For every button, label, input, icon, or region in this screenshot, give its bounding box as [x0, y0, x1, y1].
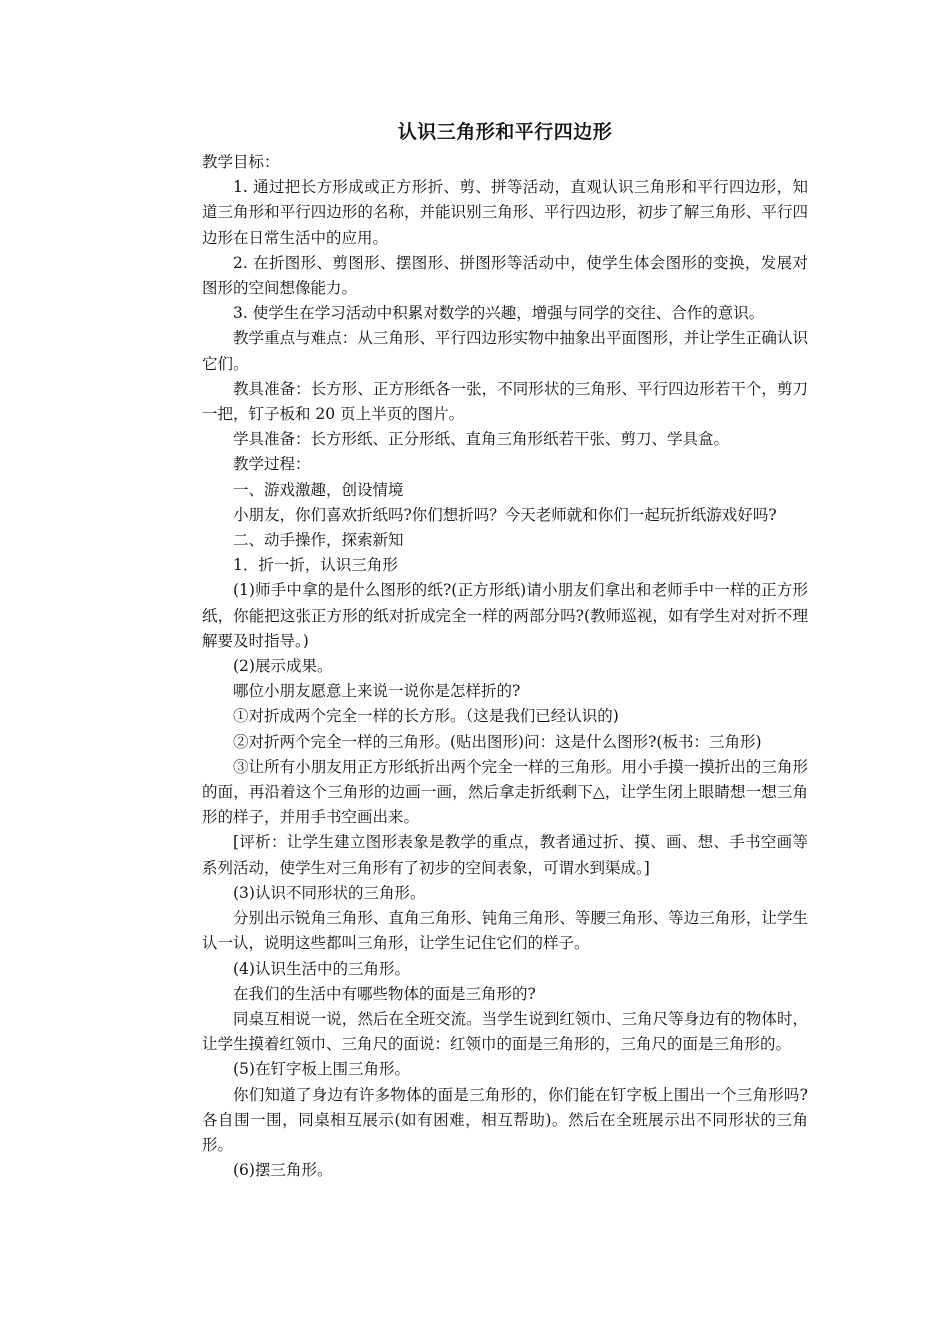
paragraph: 学具准备：长方形纸、正分形纸、直角三角形纸若干张、剪刀、学具盒。: [233, 430, 730, 449]
paragraph: 你们知道了身边有许多物体的面是三角形的，你们能在钉字板上围出一个三角形吗?各自围一围，同桌相互展示(如有困难，相互帮助)。然后在全班展示出不同形状的三角形。: [202, 1085, 808, 1154]
paragraph: 在我们的生活中有哪些物体的面是三角形的?: [233, 984, 536, 1003]
paragraph: 小朋友，你们喜欢折纸吗?你们想折吗？今天老师就和你们一起玩折纸游戏好吗?: [233, 505, 777, 524]
paragraph: 1．折一折，认识三角形: [233, 556, 398, 575]
paragraph: (2)展示成果。: [233, 657, 333, 676]
paragraph: 教学过程：: [233, 455, 311, 474]
paragraph: (1)师手中拿的是什么图形的纸?(正方形纸)请小朋友们拿出和老师手中一样的正方形纸，你能把这张正方形的纸对折成完全一样的两部分吗?(教师巡视，如有学生对对折不理解要及时指导。): [202, 581, 808, 650]
paragraph: 2. 在折图形、剪图形、摆图形、拼图形等活动中，使学生体会图形的变换，发展对图形的空间想像能力。: [202, 253, 808, 298]
document-title: 认识三角形和平行四边形: [397, 121, 613, 143]
document-page: [202, 120, 808, 1183]
paragraph: 教学重点与难点：从三角形、平行四边形实物中抽象出平面图形，并让学生正确认识它们。: [202, 329, 808, 373]
paragraph: 同桌互相说一说，然后在全班交流。当学生说到红领巾、三角尺等身边有的物体时，让学生摸着红领巾、三角尺的面说：红领巾的面是三角形的，三角尺的面是三角形的。: [202, 1009, 808, 1054]
paragraph: ①对折成两个完全一样的长方形。（这是我们已经认识的): [233, 707, 619, 726]
paragraph: ②对折两个完全一样的三角形。(贴出图形)问：这是什么图形?(板书：三角形): [233, 732, 762, 751]
paragraph: 一、游戏激趣，创设情境: [233, 480, 404, 499]
paragraph: 分别出示锐角三角形、直角三角形、钝角三角形、等腰三角形、等边三角形，让学生认一认，说明这些都叫三角形，让学生记住它们的样子。: [202, 909, 808, 953]
paragraph: (3)认识不同形状的三角形。: [233, 883, 426, 902]
paragraph: 哪位小朋友愿意上来说一说你是怎样折的?: [233, 682, 521, 701]
paragraph: (5)在钉字板上围三角形。: [233, 1060, 410, 1079]
paragraph: [评析：让学生建立图形表象是教学的重点，教者通过折、摸、画、想、手书空画等系列活动，使学生对三角形有了初步的空间表象，可谓水到渠成。]: [202, 833, 808, 877]
paragraph: 教具准备：长方形、正方形纸各一张，不同形状的三角形、平行四边形若干个，剪刀一把，钉子板和 20 页上半页的图片。: [202, 379, 808, 424]
paragraph: 3. 使学生在学习活动中积累对数学的兴趣，增强与同学的交往、合作的意识。: [233, 304, 765, 323]
paragraph: (6)摆三角形。: [233, 1161, 333, 1180]
paragraph: (4)认识生活中的三角形。: [233, 959, 410, 978]
document-body: [202, 150, 808, 1183]
paragraph: 二、动手操作，探索新知: [233, 531, 404, 550]
paragraph: 1. 通过把长方形成或正方形折、剪、拼等活动，直观认识三角形和平行四边形，知道三角形和平行四边形的名称，并能识别三角形、平行四边形，初步了解三角形、平行四边形在日常生活中的应用。: [202, 178, 808, 247]
paragraph: ③让所有小朋友用正方形纸折出两个完全一样的三角形。用小手摸一摸折出的三角形的面，再沿着这个三角形的边画一画，然后拿走折纸剩下△，让学生闭上眼睛想一想三角形的样子，并用手书空画出来。: [202, 757, 808, 827]
paragraph: 教学目标：: [202, 153, 280, 171]
